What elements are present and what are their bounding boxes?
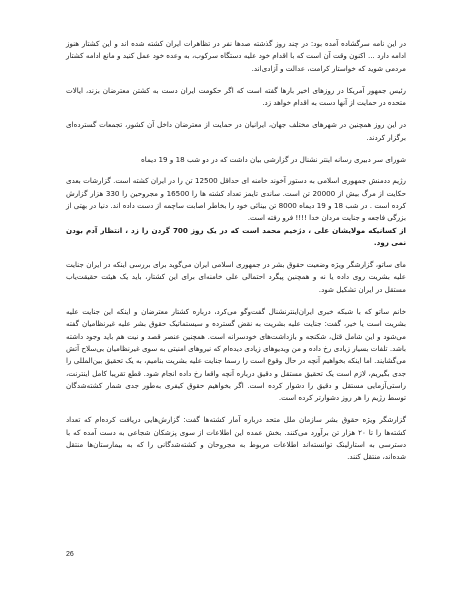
document-body	[66, 38, 406, 474]
paragraph-un-rapporteur: گزارشگر ویژه حقوق بشر سازمان ملل متحد درباره آمار کشته‌ها گفت: گزارش‌هایی دریافت کرده‌ام که تعداد کشته‌ها را تا ۲۰ هزار تن برآورد می‌کنند. بخش عمده این اطلاعات از سوی پزشکان شجاعی به دست آمده که با دسترسی به استارلینک توانسته‌اند اطلاعات مربوط به مجروحان و کشته‌شدگانی را که به بیمارستان‌ها منتقل شده‌اند، منتقل کنند.	[66, 415, 406, 462]
paragraph-world-gatherings: در این روز همچنین در شهرهای مختلف جهان، ایرانیان در حمایت از معترضان داخل آن کشور، تجمعات گسترده‌ای برگزار کردند.	[66, 120, 406, 142]
paragraph-mai-sato: مای ساتو، گزارشگر ویژه وضعیت حقوق بشر در جمهوری اسلامی ایران می‌گوید برای بررسی اینکه در ایران جنایت علیه بشریت روی داده یا نه و همچنین پیگرد احتمالی علی خامنه‌ای برای این کشتار، باید یک هیئت حقیقت‌یاب مستقل در ایران تشکیل شود.	[66, 260, 406, 294]
paragraph-us-president: رئیس جمهور آمریکا در روزهای اخیر بارها گفته است که اگر حکومت ایران دست به کشتن معترضان بزند، ایالات متحده در حمایت از آنها دست به اقدام خواهد زد.	[66, 85, 406, 108]
casualties-text: رژیم ددمنش جمهوری اسلامی به دستور آخوند خامنه ای حداقل 12500 تن را در ایران کشته است. گزارشات بعدی حکایت از مرگ بیش از 20000 تن است. ساندی تایمز تعداد کشته ها را 16500 و مجروحین را 330 هزار گزارش کرده است . در شب 18 و 19 دیماه 8000 تن بینائی خود را بخاطر اصابت ساچمه از دست داده اند. دنیا در بهتی از بزرگی فاجعه و جنایت مردان خدا !!!! فرو رفته است.	[66, 176, 406, 223]
paragraph-casualties	[66, 175, 406, 249]
paragraph-intl-report-intro: شورای سر دبیری رسانه اینتر نشنال در گزارشی بیان داشت که در دو شب 18 و 19 دیماه	[141, 155, 406, 165]
bold-statement: از کسانیکه مولایشان علی ، دژخیم محمد است که در یک روز 700 گردن را زد ، انتظار آدم بودن نمی رود.	[66, 225, 407, 247]
paragraph-sato-interview: خانم ساتو که با شبکه خبری ایران‌اینترنشنال گفت‌وگو می‌کرد، درباره کشتار معترضان و اینکه این جنایت علیه بشریت است یا خیر، گفت: جنایت علیه بشریت به نقض گسترده و سیستماتیک حقوق بشر علیه غیرنظامیان گفته می‌شود و این شامل قتل، شکنجه و بازداشت‌های خودسرانه است. همچنین عنصر قصد و نیت هم باید وجود داشته باشد. تلفات بسیار زیادی رخ داده و من ویدیوهای زیادی دیده‌ام که نیروهای امنیتی به سوی غیرنظامیان بی‌سلاح آتش می‌گشایند. اما اینکه بخواهیم آنچه در حال وقوع است را رسما جنایت علیه بشریت بنامیم، به یک تحقیق بین‌المللی را جدی بگیریم، لازم است یک تحقیق مستقل و دقیق درباره آنچه واقعا رخ داده انجام شود. قطع تقریبا کامل اینترنت، راستی‌آزمایی مستقل و دقیق را دشوار کرده است. اگر بخواهیم حقوق کیفری به‌طور جدی شمار کشته‌شدگان توسط رژیم را هر روز دشوارتر کرده است.	[66, 307, 406, 403]
page-number: 26	[66, 551, 74, 558]
paragraph-open-letter: در این نامه سرگشاده آمده بود: در چند روز گذشته صدها نفر در تظاهرات ایران کشته شده اند و این کشتار هنوز ادامه دارد ... اکنون وقت آن است که با اقدام خود علیه دستگاه سرکوب، به وعده خود عمل کنید و مانع ادامه کشتار مردمی شوید که خواستار کرامت، عدالت و آزادی‌اند.	[66, 39, 406, 73]
